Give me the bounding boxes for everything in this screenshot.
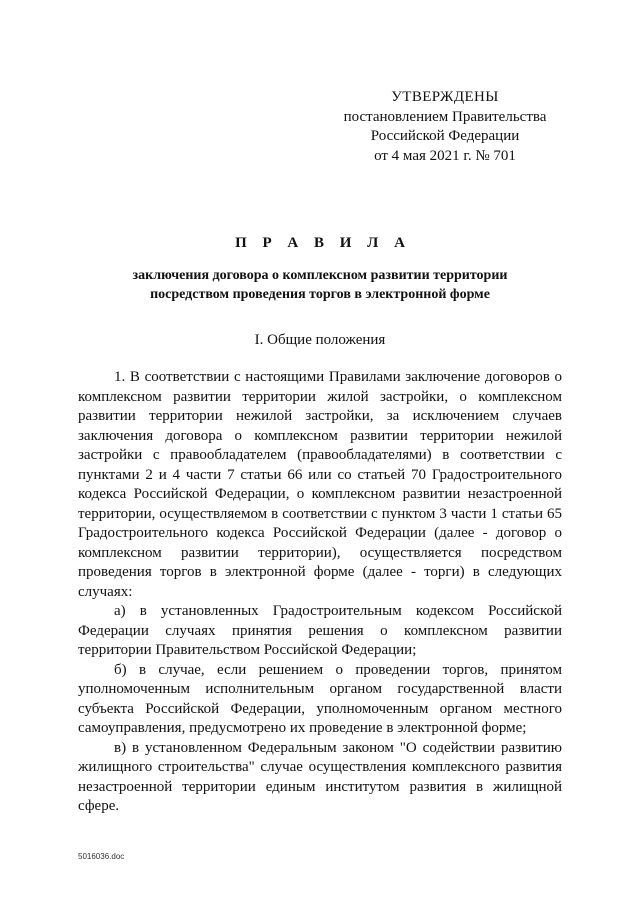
document-title: П Р А В И Л А bbox=[235, 235, 411, 251]
document-subtitle bbox=[78, 266, 562, 304]
approval-stamp bbox=[330, 88, 560, 166]
paragraph-a: а) в установленных Градостроительным кодексом Российской Федерации случаях принятия решения о комплексном развитии территории Правительством Российской Федерации; bbox=[78, 603, 562, 658]
paragraph-1: 1. В соответствии с настоящими Правилами заключение договоров о комплексном развитии территории жилой застройки, о комплексном развитии территории нежилой застройки, за исключением случаев заключения договора о комплексном развитии территории нежилой застройки с правообладателем (правообладателями) в соответствии с пунктами 2 и 4 части 7 статьи 66 или со статьей 70 Градостроительного кодекса Российской Федерации, о комплексном развитии незастроенной территории, осуществляемом в соответствии с пунктом 3 части 1 статьи 65 Градостроительного кодекса Российской Федерации (далее - договор о комплексном развитии территории), осуществляется посредством проведения торгов в электронной форме (далее - торги) в следующих случаях: bbox=[78, 369, 562, 600]
approval-line-2: Российской Федерации bbox=[370, 128, 520, 144]
approval-heading: УТВЕРЖДЕНЫ bbox=[391, 89, 499, 105]
document-body bbox=[78, 368, 562, 817]
subtitle-line-2: посредством проведения торгов в электронной форме bbox=[150, 287, 490, 302]
paragraph-c: в) в установленном Федеральным законом "О содействии развитию жилищного строительства" случае осуществления комплексного развития незастроенной территории единым институтом развития в жилищной сфере. bbox=[78, 739, 562, 814]
approval-line-1: постановлением Правительства bbox=[343, 108, 547, 125]
subtitle-line-1: заключения договора о комплексном развитии территории bbox=[132, 268, 508, 283]
approval-line-3: от 4 мая 2021 г. № 701 bbox=[374, 147, 516, 164]
section-heading: I. Общие положения bbox=[254, 332, 386, 348]
title-block bbox=[78, 235, 562, 304]
footer-file-name: 5016036.doc bbox=[78, 852, 125, 861]
paragraph-b: б) в случае, если решением о проведении торгов, принятом уполномоченным исполнительным органом государственной власти субъекта Российской Федерации, уполномоченным органом местного самоуправления, предусмотрено их проведение в электронной форме; bbox=[78, 661, 562, 736]
